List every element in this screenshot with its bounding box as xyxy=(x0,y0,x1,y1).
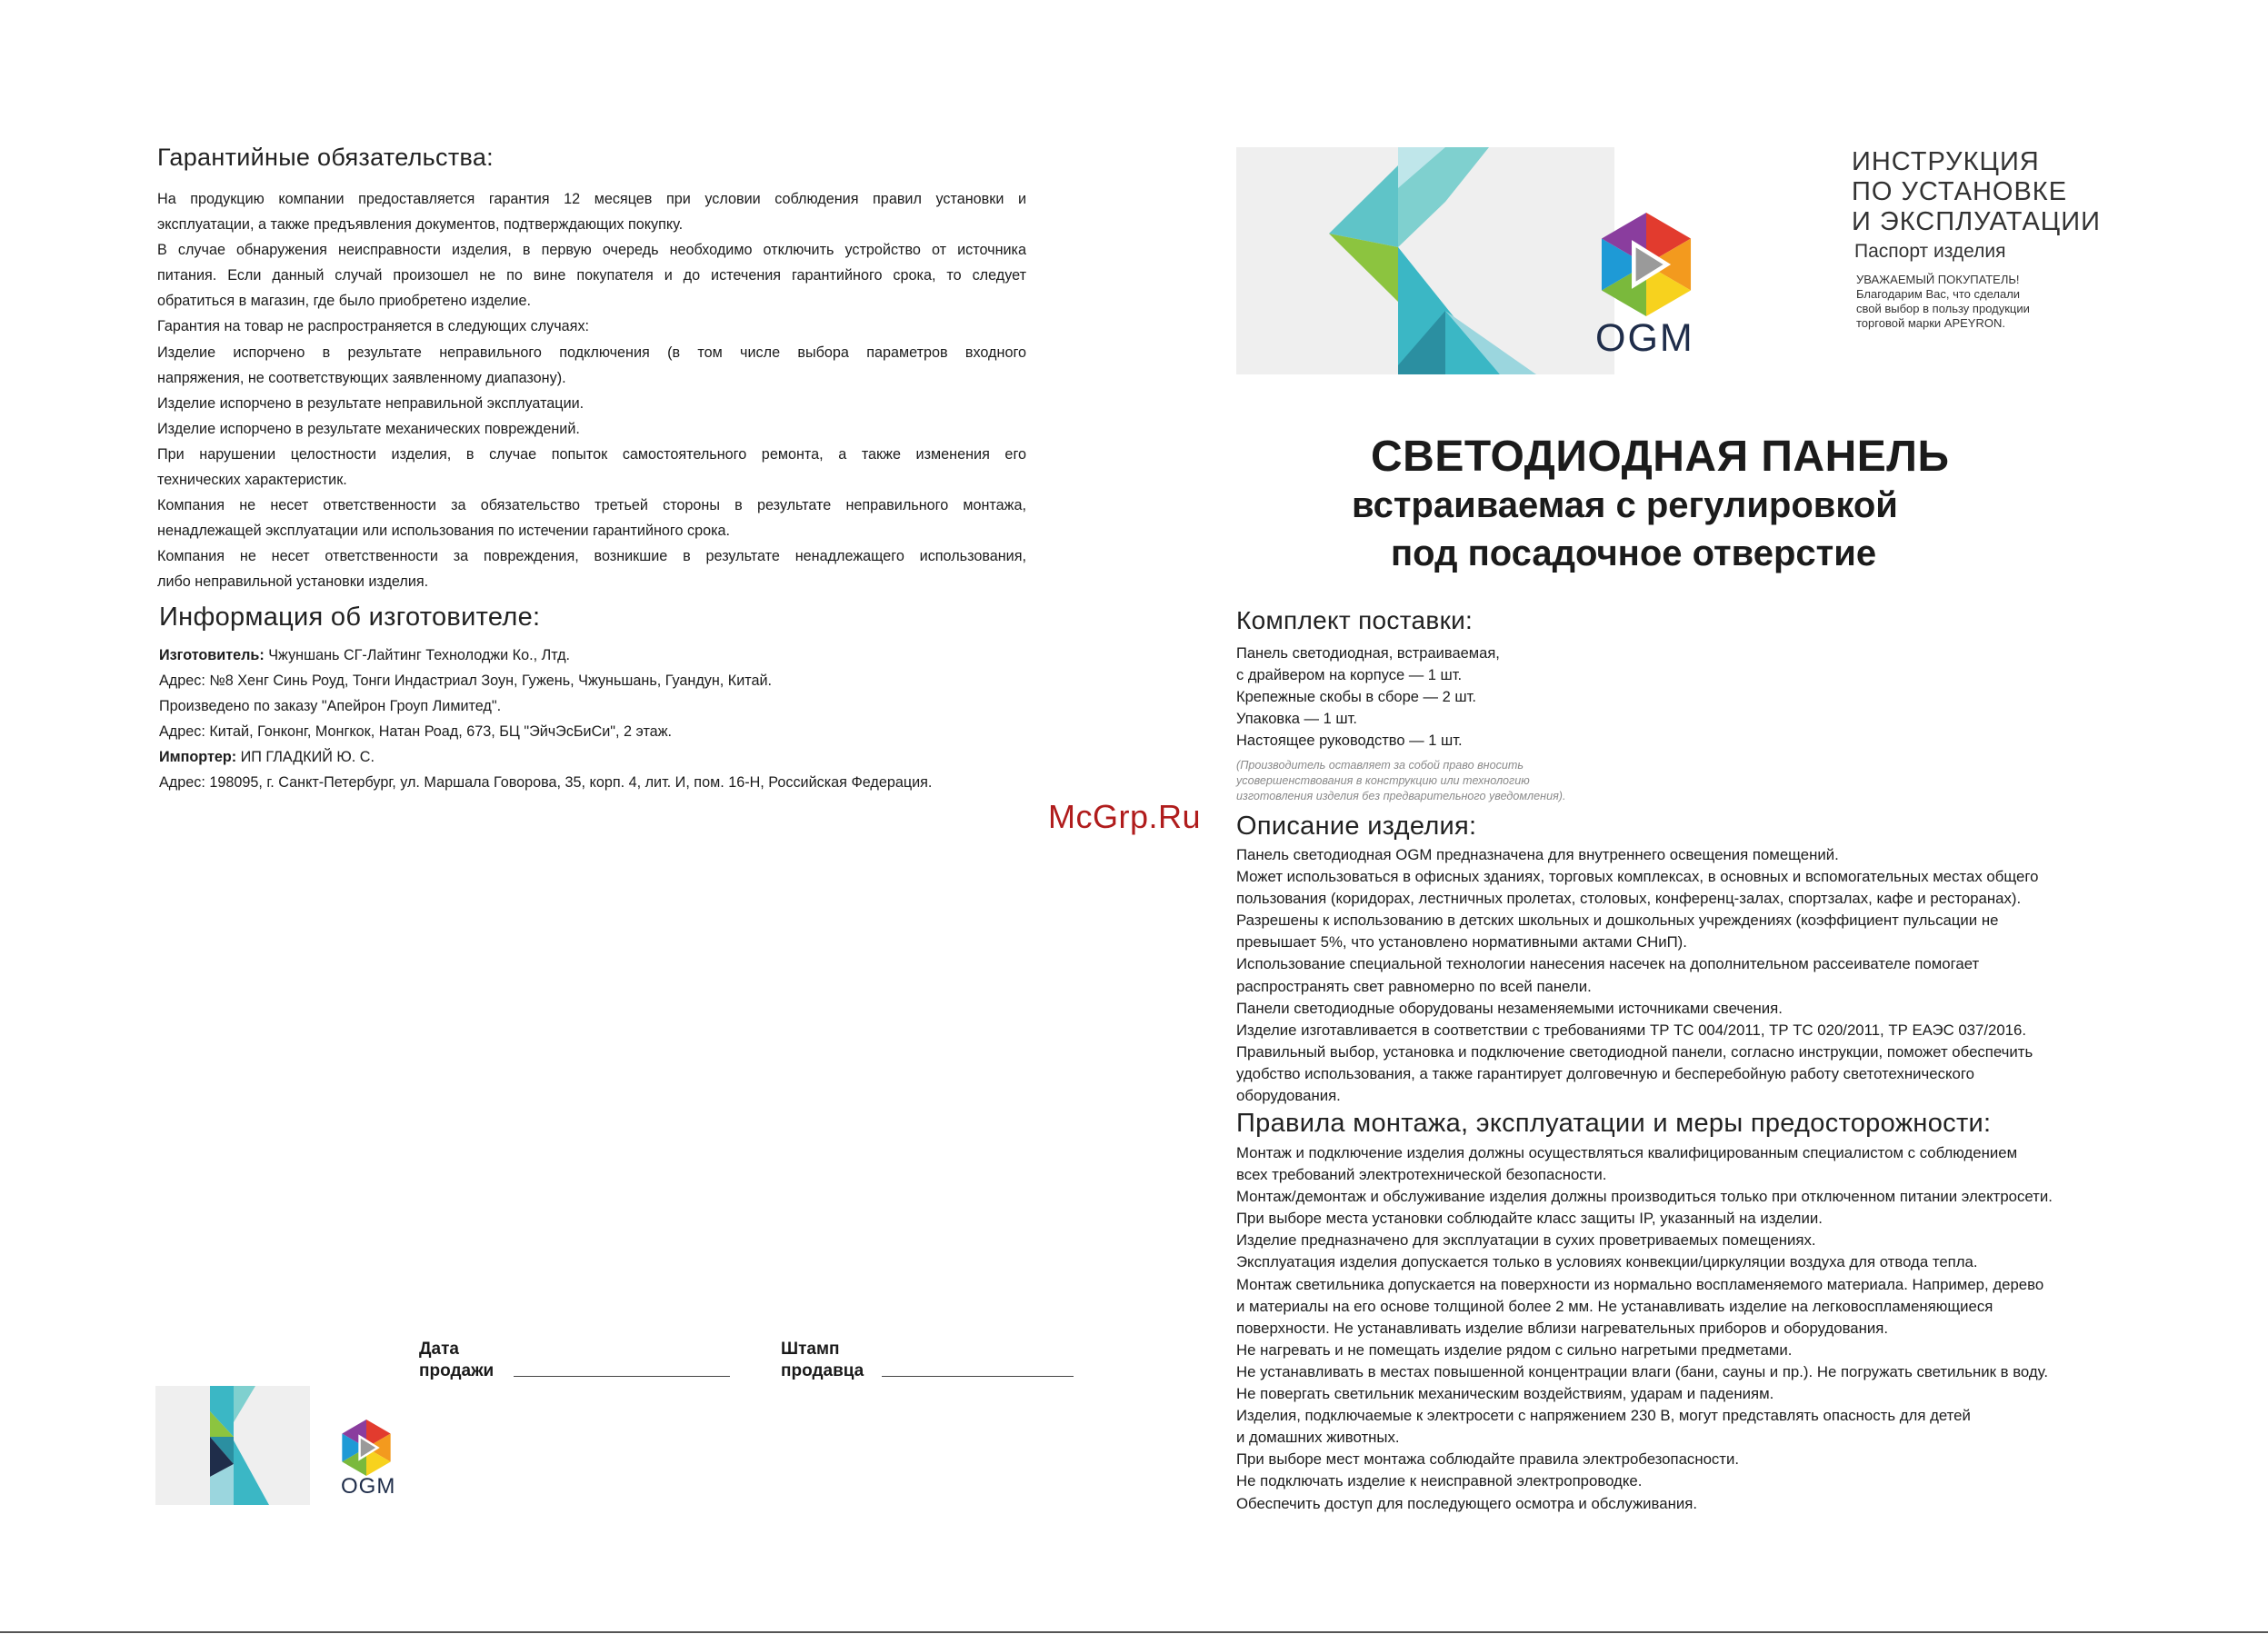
instruction-heading xyxy=(1852,147,2101,237)
warranty-line: технических характеристик. xyxy=(157,472,347,489)
description-line: распространять свет равномерно по всей панели. xyxy=(1236,977,1592,995)
rules-title: Правила монтажа, эксплуатации и меры предосторожности: xyxy=(1236,1109,1992,1138)
rules-line: Не подключать изделие к неисправной электропроводке. xyxy=(1236,1472,1643,1490)
warranty-line: При нарушении целостности изделия, в случае попыток самостоятельного ремонта, а также изменения его xyxy=(157,445,1026,463)
manufacturer-info xyxy=(159,643,932,796)
sale-date-label-line2: продажи xyxy=(419,1361,495,1380)
rules-line: Эксплуатация изделия допускается только в условиях конвекции/циркуляции воздуха для отвода тепла. xyxy=(1236,1253,1978,1271)
warranty-text xyxy=(157,186,1026,595)
ogm-hexagon-icon-large xyxy=(1594,213,1698,316)
rules-line: Монтаж и подключение изделия должны осуществляться квалифицированным специалистом с соблюдением xyxy=(1236,1144,2018,1161)
sale-date-label xyxy=(419,1339,494,1382)
warranty-line: Компания не несет ответственности за обязательство третьей стороны в результате неправильного монтажа, xyxy=(157,497,1026,514)
rules-line: Не нагревать и не помещать изделие рядом с сильно нагретыми предметами. xyxy=(1236,1340,1793,1359)
rules-line: Изделие предназначено для эксплуатации в сухих проветриваемых помещениях. xyxy=(1236,1231,1816,1250)
rules-line: всех требований электротехнической безопасности. xyxy=(1236,1166,1607,1184)
description-text xyxy=(1236,844,2038,1107)
dear-customer xyxy=(1856,273,2030,331)
description-title: Описание изделия: xyxy=(1236,812,1477,841)
dear-line-2: Благодарим Вас, что сделали xyxy=(1856,287,2021,301)
product-subtitle-1: встраиваемая с регулировкой xyxy=(1352,485,1898,525)
produced-for: Произведено по заказу "Апейрон Гроуп Лимитед". xyxy=(159,698,502,715)
importer-value: ИП ГЛАДКИЙ Ю. С. xyxy=(236,749,375,766)
kit-note-line: изготовления изделия без предварительного уведомления). xyxy=(1236,790,1566,802)
kit-item: с драйвером на корпусе — 1 шт. xyxy=(1236,667,1463,683)
watermark: McGrp.Ru xyxy=(1048,798,1202,835)
dear-line-3: свой выбор в пользу продукции xyxy=(1856,302,2030,315)
description-line: Разрешены к использованию в детских школьных и дошкольных учреждениях (коэффициент пульсации не xyxy=(1236,912,1999,930)
description-line: пользования (коридорах, лестничных пролетах, столовых, конференц-залах, спортзалах, кафе и ресторанах). xyxy=(1236,890,2022,908)
brand-pattern-small xyxy=(155,1386,310,1505)
warranty-line: либо неправильной установки изделия. xyxy=(157,573,429,591)
warranty-line: напряжения, не соответствующих заявленному диапазону). xyxy=(157,369,566,386)
maker-label: Изготовитель: xyxy=(159,647,265,663)
rules-line: поверхности. Не устанавливать изделие вблизи нагревательных приборов и оборудования. xyxy=(1236,1319,1889,1337)
warranty-line: Изделие испорчено в результате неправильного подключения (в том числе выбора параметров входного xyxy=(157,344,1026,361)
sale-date-line xyxy=(514,1376,730,1377)
description-line: оборудования. xyxy=(1236,1087,1341,1105)
product-title: СВЕТОДИОДНАЯ ПАНЕЛЬ xyxy=(1371,433,1950,481)
kit-item: Крепежные скобы в сборе — 2 шт. xyxy=(1236,689,1476,705)
warranty-line: обратиться в магазин, где было приобретено изделие. xyxy=(157,293,531,310)
ogm-hexagon-icon xyxy=(338,1420,395,1476)
instruction-line-1: ИНСТРУКЦИЯ xyxy=(1852,147,2040,176)
warranty-line: эксплуатации, а также предъявления документов, подтверждающих покупку. xyxy=(157,216,684,234)
importer-label: Импортер: xyxy=(159,749,237,766)
seller-stamp-label-line1: Штамп xyxy=(781,1340,840,1359)
product-subtitle-2: под посадочное отверстие xyxy=(1391,533,1877,573)
seller-stamp-label-line2: продавца xyxy=(781,1361,864,1380)
sale-date-label-line1: Дата xyxy=(419,1340,459,1359)
description-line: Использование специальной технологии нанесения насечек на дополнительном рассеивателе помогает xyxy=(1236,955,1980,973)
ogm-wordmark-large: OGM xyxy=(1595,316,1694,360)
ogm-logo-large xyxy=(1594,213,1698,316)
rules-line: и домашних животных. xyxy=(1236,1429,1400,1447)
warranty-title: Гарантийные обязательства: xyxy=(157,144,494,171)
kit-note-line: усовершенствования в конструкцию или технологию xyxy=(1236,774,1530,787)
description-line: превышает 5%, что установлено нормативными актами СНиП). xyxy=(1236,933,1687,952)
dear-line-1: УВАЖАЕМЫЙ ПОКУПАТЕЛЬ! xyxy=(1856,273,2020,286)
warranty-line: ненадлежащей эксплуатации или использования по истечении гарантийного срока. xyxy=(157,523,731,540)
importer-address: Адрес: 198095, г. Санкт-Петербург, ул. Маршала Говорова, 35, корп. 4, лит. И, пом. 16-Н, Российская Федерация. xyxy=(159,774,933,792)
brand-block-small xyxy=(155,1386,310,1505)
passport-label: Паспорт изделия xyxy=(1854,241,2006,262)
rules-line: При выборе места установки соблюдайте класс защиты IP, указанный на изделии. xyxy=(1236,1210,1823,1228)
kit-list xyxy=(1236,643,1500,752)
maker-address: Адрес: №8 Хенг Синь Роуд, Тонги Индастриал Зоун, Гужень, Чжуньшань, Гуандун, Китай. xyxy=(159,673,773,690)
rules-line: Монтаж/демонтаж и обслуживание изделия должны производиться только при отключенном питании электросети. xyxy=(1236,1188,2053,1206)
description-line: Панель светодиодная OGM предназначена для внутреннего освещения помещений. xyxy=(1236,846,1839,863)
warranty-line: питания. Если данный случай произошел не по вине покупателя и до истечения гарантийного срока, то следует xyxy=(157,267,1026,284)
kit-note-line: (Производитель оставляет за собой право вносить xyxy=(1236,759,1524,772)
manufacturer-title: Информация об изготовителе: xyxy=(159,603,541,632)
warranty-line: Изделие испорчено в результате механических повреждений. xyxy=(157,420,580,437)
rules-line: и материалы на его основе толщиной более 2 мм. Не устанавливать изделие на легковоспламеняющиеся xyxy=(1236,1297,1993,1315)
page-bottom-rule xyxy=(0,1631,2268,1633)
rules-text xyxy=(1236,1142,2053,1515)
instruction-line-3: И ЭКСПЛУАТАЦИИ xyxy=(1852,207,2101,236)
rules-line: Изделия, подключаемые к электросети с напряжением 230 В, могут представлять опасность для детей xyxy=(1236,1407,1971,1425)
ogm-wordmark-small: OGM xyxy=(341,1474,396,1499)
warranty-line: Гарантия на товар не распространяется в следующих случаях: xyxy=(157,318,590,335)
rules-line: При выборе мест монтажа соблюдайте правила электробезопасности. xyxy=(1236,1450,1740,1469)
produced-address: Адрес: Китай, Гонконг, Монгкок, Натан Роад, 673, БЦ "ЭйчЭсБиСи", 2 этаж. xyxy=(159,723,673,741)
description-line: удобство использования, а также гарантирует долговечную и бесперебойную работу светотехнического xyxy=(1236,1064,1974,1082)
kit-item: Панель светодиодная, встраиваемая, xyxy=(1236,645,1500,662)
instruction-line-2: ПО УСТАНОВКЕ xyxy=(1852,177,2068,206)
rules-line: Монтаж светильника допускается на поверхности из нормально воспламеняемого материала. Например, дерево xyxy=(1236,1275,2044,1293)
description-line: Правильный выбор, установка и подключение светодиодной панели, согласно инструкции, поможет обеспечить xyxy=(1236,1042,2033,1061)
kit-item: Настоящее руководство — 1 шт. xyxy=(1236,732,1463,749)
maker-value: Чжуншань СГ-Лайтинг Технолоджи Ко., Лтд. xyxy=(264,647,571,663)
warranty-line: Изделие испорчено в результате неправильной эксплуатации. xyxy=(157,394,584,412)
brand-block-large xyxy=(1236,147,1614,374)
brand-pattern-large xyxy=(1236,147,1614,374)
kit-item: Упаковка — 1 шт. xyxy=(1236,711,1357,727)
seller-stamp-label xyxy=(781,1339,864,1382)
rules-line: Обеспечить доступ для последующего осмотра и обслуживания. xyxy=(1236,1494,1698,1512)
rules-line: Не повергать светильник механическим воздействиям, ударам и падениям. xyxy=(1236,1385,1774,1403)
kit-note xyxy=(1236,758,1566,804)
ogm-logo-small xyxy=(338,1420,395,1476)
seller-stamp-line xyxy=(882,1376,1074,1377)
warranty-line: Компания не несет ответственности за повреждения, возникшие в результате ненадлежащего использования, xyxy=(157,548,1026,565)
description-line: Изделие изготавливается в соответствии с требованиями ТР ТС 004/2011, ТР ТС 020/2011, ТР ЕАЭС 037/2016. xyxy=(1236,1021,2026,1039)
rules-line: Не устанавливать в местах повышенной концентрации влаги (бани, сауны и пр.). Не погружать светильник в воду. xyxy=(1236,1362,2049,1380)
description-line: Панели светодиодные оборудованы незаменяемыми источниками свечения. xyxy=(1236,999,1783,1017)
warranty-line: На продукцию компании предоставляется гарантия 12 месяцев при условии соблюдения правил установки и xyxy=(157,191,1026,207)
dear-line-4: торговой марки APEYRON. xyxy=(1856,316,2005,330)
warranty-line: В случае обнаружения неисправности изделия, в первую очередь необходимо отключить устройство от источника xyxy=(157,242,1026,259)
kit-title: Комплект поставки: xyxy=(1236,606,1474,634)
description-line: Может использоваться в офисных зданиях, торговых комплексах, в основных и вспомогательных местах общего xyxy=(1236,868,2039,886)
